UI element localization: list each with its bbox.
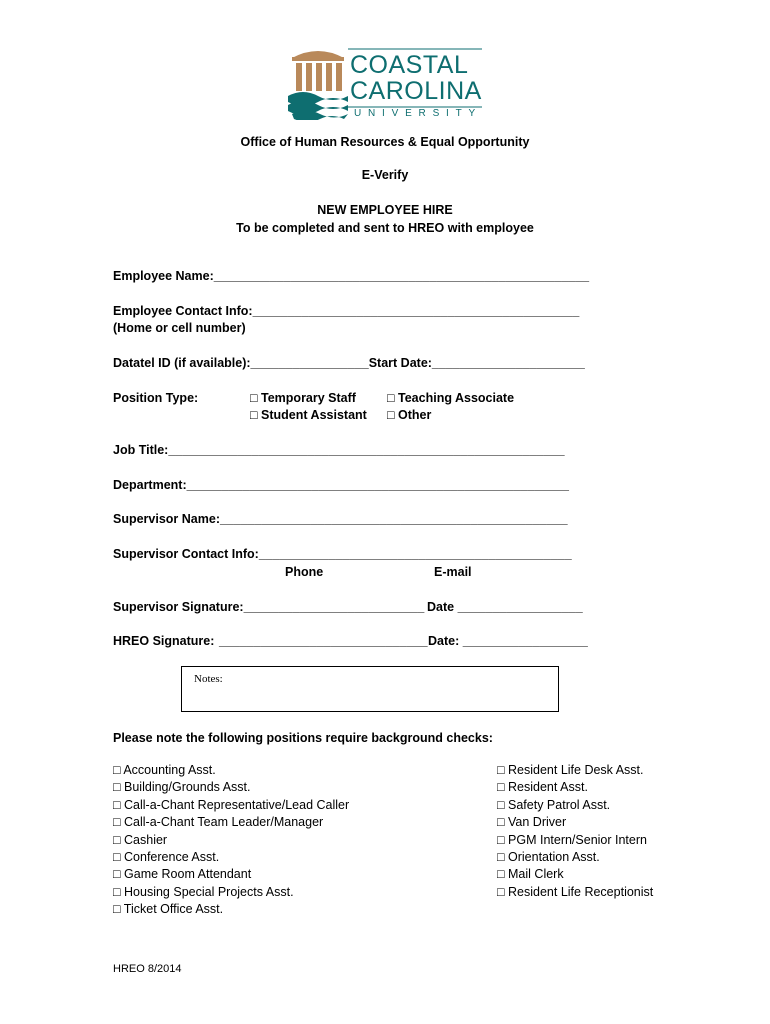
logo-line-carolina: CAROLINA (350, 77, 482, 105)
employee-name-field[interactable]: Employee Name:______________________________________________________ (113, 269, 590, 283)
job-title-field[interactable]: Job Title:_________________________________________________________ (113, 443, 565, 457)
list-item: □ Ticket Office Asst. (113, 902, 224, 917)
list-item: □ Orientation Asst. (497, 850, 600, 865)
form-instruction: To be completed and sent to HREO with employee (236, 221, 534, 235)
supervisor-contact-field[interactable]: Supervisor Contact Info:_____________________________________________ (113, 547, 572, 561)
list-item: □ Call-a-Chant Team Leader/Manager (113, 815, 324, 830)
list-item: □ Mail Clerk (497, 867, 564, 882)
subject-line: E-Verify (361, 168, 409, 182)
list-item: □ Cashier (113, 832, 168, 847)
list-item: □ Safety Patrol Asst. (497, 797, 611, 812)
logo-line-university: UNIVERSITY (354, 108, 483, 119)
office-name: Office of Human Resources & Equal Opportunity (240, 135, 530, 149)
phone-label: Phone (285, 565, 324, 579)
supervisor-name-field[interactable]: Supervisor Name:__________________________________________________ (113, 512, 568, 526)
list-item: □ Game Room Attendant (113, 867, 252, 882)
form-title: NEW EMPLOYEE HIRE (317, 203, 453, 217)
revision-footer: HREO 8/2014 (113, 963, 182, 975)
hreo-signature-label: HREO Signature: (113, 634, 215, 648)
list-item: □ Building/Grounds Asst. (113, 780, 251, 795)
list-item: □ Resident Asst. (497, 780, 588, 795)
list-item: □ PGM Intern/Senior Intern (497, 832, 647, 847)
background-list-left (113, 762, 349, 919)
position-type-label: Position Type: (113, 391, 199, 405)
logo-line-coastal: COASTAL (350, 51, 469, 79)
checkbox-other[interactable]: □ Other (387, 408, 432, 422)
department-field[interactable]: Department:_______________________________________________________ (113, 478, 569, 492)
notes-label: Notes: (194, 673, 223, 685)
email-label: E-mail (434, 565, 472, 579)
list-item: □ Van Driver (497, 815, 567, 830)
hreo-date-field[interactable]: Date: __________________ (428, 634, 588, 648)
supervisor-signature-field[interactable]: Supervisor Signature:__________________________ (113, 600, 425, 614)
list-item: □ Housing Special Projects Asst. (113, 884, 294, 899)
background-check-heading: Please note the following positions require background checks: (113, 731, 493, 745)
datatel-start-field[interactable]: Datatel ID (if available):_________________Start Date:______________________ (113, 356, 585, 370)
employee-contact-field[interactable]: Employee Contact Info:_______________________________________________ (113, 304, 580, 318)
supervisor-date-field[interactable]: Date __________________ (427, 600, 583, 614)
checkbox-teaching-associate[interactable]: □ Teaching Associate (387, 391, 515, 405)
notes-box[interactable] (181, 666, 559, 712)
list-item: □ Accounting Asst. (113, 763, 216, 777)
contact-hint: (Home or cell number) (113, 321, 246, 335)
checkbox-temporary-staff[interactable]: □ Temporary Staff (250, 391, 356, 405)
list-item: □ Conference Asst. (113, 850, 220, 865)
list-item: □ Resident Life Receptionist (497, 884, 654, 899)
checkbox-student-assistant[interactable]: □ Student Assistant (250, 408, 367, 422)
list-item: □ Resident Life Desk Asst. (497, 763, 644, 777)
hreo-signature-line[interactable]: ______________________________ (219, 634, 428, 648)
university-logo (288, 44, 488, 120)
background-list-right (497, 762, 653, 901)
list-item: □ Call-a-Chant Representative/Lead Caller (113, 797, 350, 812)
